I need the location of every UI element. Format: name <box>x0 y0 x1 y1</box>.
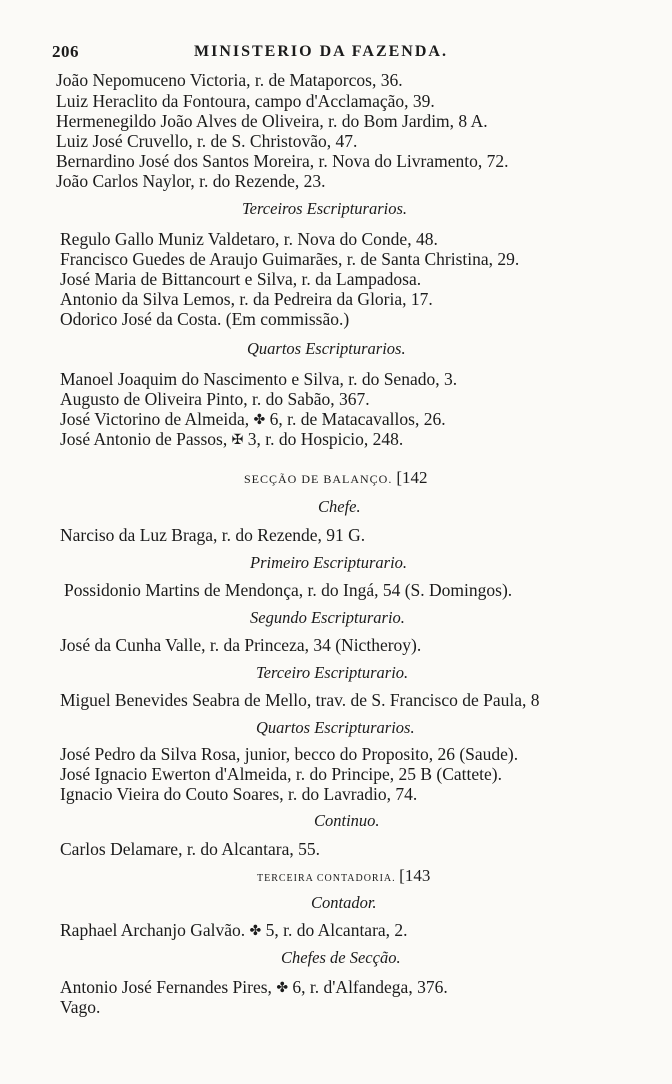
entry-line-with-mark: José Victorino de Almeida, ✤ 6, r. de Matacavallos, 26. <box>60 409 446 429</box>
entry-line: Regulo Gallo Muniz Valdetaro, r. Nova do Conde, 48. <box>60 229 438 249</box>
entry-line: Odorico José da Costa. (Em commissão.) <box>60 309 350 329</box>
section-heading: Continuo. <box>314 811 380 830</box>
entry-line: José da Cunha Valle, r. da Princeza, 34 (Nictheroy). <box>60 635 422 655</box>
section-heading: Quartos Escripturarios. <box>256 718 415 737</box>
decoration-mark: ✤ <box>249 924 262 939</box>
entry-line-with-mark: Antonio José Fernandes Pires, ✤ 6, r. d'Alfandega, 376. <box>60 977 448 997</box>
entry-line: Augusto de Oliveira Pinto, r. do Sabão, 367. <box>60 389 370 409</box>
entry-line: João Nepomuceno Victoria, r. de Mataporcos, 36. <box>56 70 403 90</box>
section-heading: Terceiro Escripturario. <box>256 663 409 682</box>
entry-line-with-mark: Raphael Archanjo Galvão. ✤ 5, r. do Alcantara, 2. <box>60 920 408 940</box>
entry-line: José Ignacio Ewerton d'Almeida, r. do Principe, 25 B (Cattete). <box>60 764 503 784</box>
entry-line: Narciso da Luz Braga, r. do Rezende, 91 G. <box>60 525 366 545</box>
entry-line: João Carlos Naylor, r. do Rezende, 23. <box>56 171 326 191</box>
entry-line: Vago. <box>60 997 101 1017</box>
decoration-mark: ✤ <box>276 981 289 996</box>
running-head: MINISTERIO DA FAZENDA. <box>194 43 448 60</box>
decoration-mark: ✤ <box>253 413 266 428</box>
entry-line: José Maria de Bittancourt e Silva, r. da Lampadosa. <box>60 269 422 289</box>
entry-line: José Pedro da Silva Rosa, junior, becco do Proposito, 26 (Saude). <box>60 744 519 764</box>
page-header <box>52 42 612 64</box>
entry-line: Carlos Delamare, r. do Alcantara, 55. <box>60 839 320 859</box>
section-heading: Primeiro Escripturario. <box>250 553 408 572</box>
entry-line: Bernardino José dos Santos Moreira, r. Nova do Livramento, 72. <box>56 151 509 171</box>
section-title: TERCEIRA CONTADORIA. [143 <box>257 866 431 885</box>
entry-line-with-mark: José Antonio de Passos, ✠ 3, r. do Hospicio, 248. <box>60 429 404 449</box>
section-heading: Terceiros Escripturarios. <box>242 199 408 218</box>
section-heading: Segundo Escripturario. <box>250 608 405 627</box>
entry-line: Francisco Guedes de Araujo Guimarães, r. de Santa Christina, 29. <box>60 249 520 269</box>
cross-mark: ✠ <box>231 433 244 448</box>
section-title: SECÇÃO DE BALANÇO. [142 <box>244 468 428 487</box>
entry-line: Hermenegildo João Alves de Oliveira, r. do Bom Jardim, 8 A. <box>56 111 488 131</box>
section-heading: Quartos Escripturarios. <box>247 339 406 358</box>
entry-line: Ignacio Vieira do Couto Soares, r. do Lavradio, 74. <box>60 784 418 804</box>
entry-line: Miguel Benevides Seabra de Mello, trav. de S. Francisco de Paula, 8 <box>60 690 540 710</box>
entry-line: Luiz Heraclito da Fontoura, campo d'Acclamação, 39. <box>56 91 435 111</box>
entry-line: Possidonio Martins de Mendonça, r. do Ingá, 54 (S. Domingos). <box>64 580 513 600</box>
section-heading: Contador. <box>311 893 377 912</box>
entry-line: Luiz José Cruvello, r. de S. Christovão, 47. <box>56 131 358 151</box>
entry-line: Antonio da Silva Lemos, r. da Pedreira da Gloria, 17. <box>60 289 433 309</box>
entry-line: Manoel Joaquim do Nascimento e Silva, r. do Senado, 3. <box>60 369 458 389</box>
section-heading: Chefe. <box>318 497 361 516</box>
page-number: 206 <box>52 42 79 61</box>
section-heading: Chefes de Secção. <box>281 948 401 967</box>
